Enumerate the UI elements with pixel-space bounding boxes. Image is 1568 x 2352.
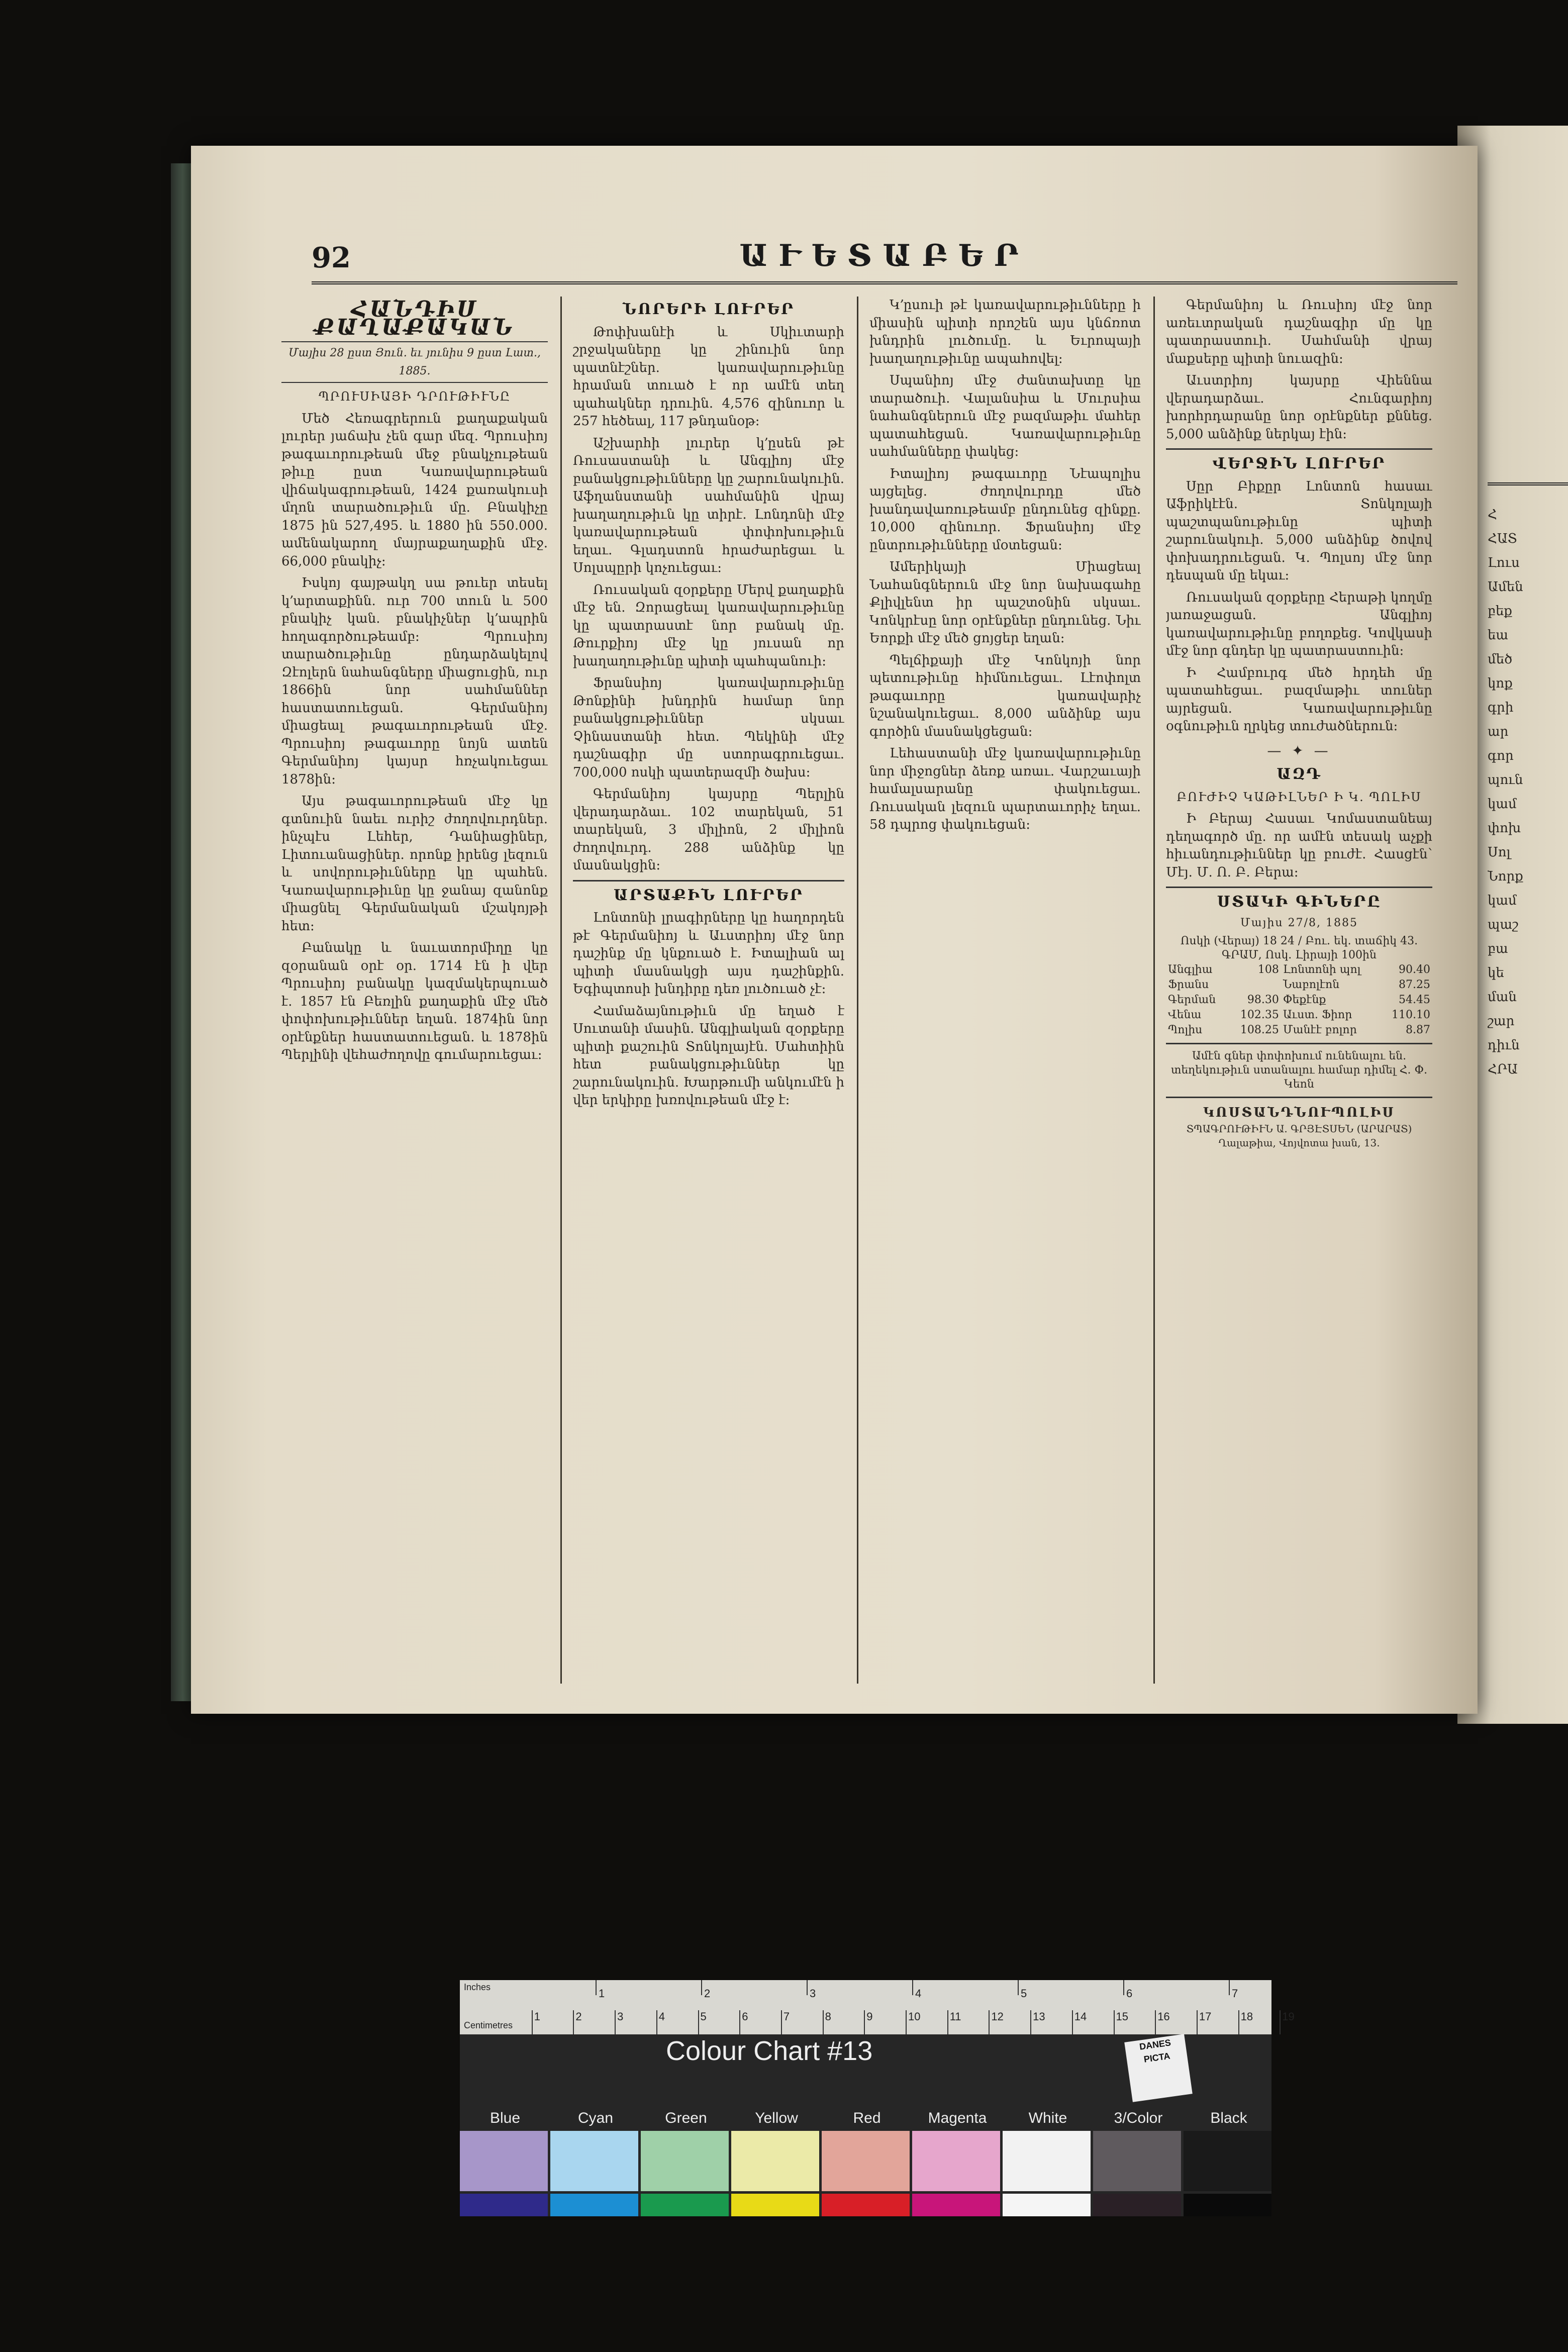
cm-tick-label: 15 [1116, 2010, 1128, 2023]
column-3 [869, 297, 1141, 1684]
section-title-latest-news: ՎԵՐՋԻՆ ԼՈՒՐԵՐ [1212, 455, 1386, 472]
cm-tick [615, 2010, 616, 2034]
imprint-printer: ՏՊԱԳՐՈՒԹԻՒՆ Ա. ԳՐՅԷՏՍԵՆ (ԱՐԱՐԱՏ) [1186, 1123, 1412, 1135]
patch-label: Red [853, 2110, 881, 2126]
facing-page-fragment: փոխ [1488, 821, 1521, 836]
dark-colour-patch [912, 2194, 1000, 2216]
inch-tick-label: 4 [915, 1987, 922, 2000]
price-cell: 108.25 [1240, 1023, 1279, 1036]
price-cell: Վենա [1168, 1008, 1202, 1021]
patch-label: Green [665, 2110, 707, 2126]
section-title-foreign-news: ԱՐՏԱՔԻՆ ԼՈՒՐԵՐ [614, 886, 804, 904]
running-head [312, 238, 1457, 284]
imprint-title: ԿՈՍՏԱՆԴՆՈՒՊՈԼԻՍ [1203, 1105, 1395, 1120]
paragraph: Լոնտոնի լրագիրները կը հաղորդեն թէ Գերմանիոյ և Աւստրիոյ մէջ նոր դաշինք մը կնքուած է. Իտալիան ալ պիտի մասնակցի այս դաշինքին. Եգիպտոսի խնդիրը դեռ լուծուած չէ։ [573, 910, 844, 997]
paragraph: Ֆրանսիոյ կառավարութիւնը Թոնքինի խնդրին համար նոր բանակցութիւններ սկսաւ Չինաստանի հետ. Պեկինի մէջ դաշնագիր մը ստորագրուեցաւ. 700,000 ոսկի պատերազմի ծախս։ [573, 675, 844, 780]
price-cell: 98.30 [1247, 993, 1279, 1006]
cm-tick-label: 2 [575, 2010, 582, 2023]
paragraph: Մեծ Հեռագրերուն քաղաքական լուրեր յաճախ չեն գար մեզ. Պրուսիոյ թագաւորութեան մեջ բնակչութեան թիւը ըստ Կառավարութեան վիճակագրութեան, 1424 քառակուսի մղոն տարածութիւն մը. Բնակիչը 1875 ին 527,495. և 1880 ին 550.000. ամենակարող մայրաքաղաքին մէջ. 66,000 բնակիչ։ [281, 411, 548, 569]
cm-tick [864, 2010, 865, 2034]
cm-tick-label: 1 [534, 2010, 540, 2023]
paragraph: Համաձայնութիւն մը եղած է Սուտանի մասին. Անգլիական զօրքերը պիտի քաշուին Տոնկոլայէն. Մահտիին հետ բանակցութիւններ կը շարունակուին. Խարթումի անկումէն ի վեր երկիրը խռովութեան մէջ է։ [573, 1003, 844, 1108]
section-divider [1166, 1043, 1432, 1044]
facing-page-fragment: կե [1488, 965, 1504, 981]
price-cell: Մանէէ բոլոր [1283, 1023, 1357, 1036]
price-cell: 87.25 [1399, 978, 1430, 991]
inch-tick [1229, 1980, 1230, 1995]
price-cell: Փեքէնք [1283, 993, 1326, 1006]
light-colour-patch [912, 2131, 1000, 2191]
column-4 [1166, 297, 1432, 1684]
facing-page-fragment: մեծ [1488, 652, 1513, 667]
cm-tick [781, 2010, 782, 2034]
inch-tick-label: 7 [1232, 1987, 1238, 2000]
light-colour-patch [550, 2131, 638, 2191]
inch-tick-label: 2 [704, 1987, 711, 2000]
price-cell: 8.87 [1406, 1023, 1430, 1036]
facing-page-rule [1488, 482, 1568, 485]
section-title-political-review: ՀԱՆԴԻՍ ՔԱՂԱՔԱԿԱՆ [315, 297, 515, 340]
paragraph: Պելճիքայի մէջ Կոնկոյի նոր պետութիւնը հիմնուեցաւ. Լէոփոլտ թագաւորը կառավարիչ նշանակուեցաւ. 8,000 անձինք այս գործին մասնակցեցան։ [869, 652, 1141, 739]
advertisement-subtitle: ԲՈՒԺԻՉ ԿԱԹԻԼՆԵՐ Ի Կ. ՊՈԼԻՍ [1177, 790, 1422, 804]
prices-subheading: ԳՐԱՄ, Ոսկ. Լիրայի 100ին [1221, 948, 1377, 961]
facing-page-text [1488, 503, 1568, 1759]
price-cell: Ֆրանս [1168, 978, 1209, 991]
inch-tick [807, 1980, 808, 1995]
price-cell: Նաբոլէոն [1283, 978, 1340, 991]
section-title-news: ՆՈՐԵՐԻ ԼՈՒՐԵՐ [622, 301, 795, 318]
cm-tick [823, 2010, 824, 2034]
cm-tick-label: 19 [1282, 2010, 1295, 2023]
cm-tick-label: 9 [866, 2010, 873, 2023]
cm-tick-label: 13 [1033, 2010, 1045, 2023]
facing-page-fragment: Հ [1488, 507, 1497, 522]
dark-colour-patch [731, 2194, 819, 2216]
cm-tick [989, 2010, 990, 2034]
cm-tick [1114, 2010, 1115, 2034]
light-colour-patch [641, 2131, 729, 2191]
section-title-prices: ՍՏԱԿԻ ԳԻՆԵՐԸ [1217, 893, 1382, 911]
cm-tick [1030, 2010, 1031, 2034]
ruler [460, 1980, 1295, 2034]
cm-tick [1072, 2010, 1073, 2034]
inch-tick-label: 6 [1126, 1987, 1133, 2000]
cm-tick-label: 18 [1240, 2010, 1253, 2023]
cm-tick-label: 7 [783, 2010, 790, 2023]
columns [281, 297, 1457, 1684]
inch-tick-label: 5 [1021, 1987, 1027, 2000]
price-row [1166, 1023, 1432, 1038]
facing-page-fragment: եա [1488, 628, 1508, 643]
cm-tick-label: 3 [617, 2010, 624, 2023]
price-cell: Լոնտոնի պոլ [1283, 963, 1361, 976]
price-cell: 102.35 [1240, 1008, 1279, 1021]
facing-page-fragment: կոք [1488, 676, 1513, 691]
facing-page-fragment: կամ [1488, 797, 1517, 812]
newspaper-page [191, 146, 1478, 1714]
patch-label: 3/Color [1114, 2110, 1163, 2126]
price-table [1166, 962, 1432, 1038]
paragraph: Սպանիոյ մէջ ժանտախտը կը տարածուի. Վալանսիա և Մուրսիա նահանգներուն մէջ բազմաթիւ մահեր պատահեցան. Կառավարութիւնը սահմանները փակեց։ [869, 373, 1141, 459]
page-number: 92 [312, 241, 351, 274]
facing-page-fragment: Նորք [1488, 869, 1523, 884]
dark-colour-patch [641, 2194, 729, 2216]
paragraph: Իսկոյ գայթակղ սա թուեր տեսել կ՚արտաքինն. ուր 700 տուն և 500 բնակիչ կան. բնակիչներ կ՚ապրին հողագործութեամբ։ Պրուսիոյ տարածութիւնը ընդարձակելով Զէոլերն նահանգները միացուցին, ուր 1866ին նոր սահմաններ հաստատուեցան. Գերմանիոյ միացեալ թագաւորութեան մէջ. Պրուսիոյ թագաւորը նոյն ատեն Գերմանիոյ կայսր հռչակուեցաւ 1878ին։ [281, 575, 548, 787]
patch-label: White [1028, 2110, 1067, 2126]
dark-colour-patch [1003, 2194, 1091, 2216]
paragraph: Ռուսական զօրքերը Մերվ քաղաքին մէջ են. Զորացեալ կառավարութիւնը կը պատրաստէ նոր բանակ մը. Թուրքիոյ մէջ կը յուսան որ խաղաղութիւնը պիտի պահպանուի։ [573, 582, 844, 669]
imprint-address: Ղալաթիա, Վոյվոտա խան, 13. [1218, 1137, 1380, 1149]
cm-tick-label: 14 [1074, 2010, 1087, 2023]
paragraph: Աւստրիոյ կայսրը Վիեննա վերադարձաւ. Հունգարիոյ խորհրդարանը նոր օրէնքներ քննեց. 5,000 անձինք ներկայ էին։ [1166, 373, 1432, 442]
column-rule [857, 297, 858, 1684]
cm-tick-label: 17 [1199, 2010, 1212, 2023]
light-colour-patch [1184, 2131, 1271, 2191]
patch-label: Yellow [755, 2110, 798, 2126]
price-cell: Պոլիս [1168, 1023, 1203, 1036]
colour-chart [460, 1980, 1295, 2216]
cm-tick-label: 5 [700, 2010, 707, 2023]
masthead: ԱՒԵՏԱԲԵՐ [739, 238, 1030, 273]
price-cell: Գերման [1168, 993, 1216, 1006]
price-cell: Աւստ. Ֆիոր [1283, 1008, 1352, 1021]
price-row [1166, 977, 1432, 993]
paragraph: Իտալիոյ թագաւորը Նէապոլիս այցելեց. ժողովուրդը մեծ խանդավառութեամբ ընդունեց զինքը. 10,000 զինուոր. Ֆրանսիոյ մէջ ընտրութիւնները մօտեցան։ [869, 466, 1141, 553]
price-cell: 54.45 [1399, 993, 1430, 1006]
cm-tick-label: 8 [825, 2010, 831, 2023]
dateline: Մայիս 28 ըստ Յուն. եւ յունիս 9 ըստ Լատ., 1885. [281, 341, 548, 383]
column-1 [281, 297, 548, 1684]
inch-tick [701, 1980, 702, 1995]
price-row [1166, 993, 1432, 1008]
facing-page-fragment: ման [1488, 990, 1517, 1005]
patch-label: Cyan [577, 2110, 614, 2126]
ornament-divider: — ✦ — [1267, 742, 1331, 759]
facing-page-fragment: պաշ [1488, 917, 1519, 932]
dark-colour-patch [1093, 2194, 1181, 2216]
advertisement-text: Ի Բերայ Հասաւ Կոմաստանեայ դեղագործ մը. որ ամէն տեսակ աչքի հիւանդութիւններ կը բուժէ. Հասցէն՝ Մէյ. Մ. Ո. Բ. Բերա։ [1166, 811, 1432, 880]
price-cell: 108 [1257, 963, 1279, 976]
facing-page-fragment: գոր [1488, 748, 1514, 763]
light-colour-patch [731, 2131, 819, 2191]
facing-page-fragment: պուն [1488, 772, 1523, 788]
article-heading-prussia: ՊՐՈՒՍԻԱՅԻ ԴՐՈՒԹԻՒՆԸ [318, 389, 511, 404]
column-2 [573, 297, 844, 1684]
inch-tick-label: 1 [599, 1987, 605, 2000]
paragraph: Թոփխանէի և Սկիւտարի շրջակաները կը շինուին նոր պատնէշներ. կառավարութիւնը հրաման տուած է որ ամէն տեղ պահակներ դրուին. 4,576 զինուոր և 257 հեծեալ, 117 թնդանօթ։ [573, 324, 844, 429]
facing-page-fragment: բեք [1488, 604, 1512, 619]
patch-label: Magenta [928, 2110, 987, 2126]
patch-label: Black [1210, 2110, 1247, 2126]
cm-tick [1197, 2010, 1198, 2034]
inch-tick [1018, 1980, 1019, 1995]
section-divider [573, 880, 844, 881]
facing-page-fragment: շար [1488, 1014, 1515, 1029]
section-divider [1166, 448, 1432, 450]
facing-page-fragment: ար [1488, 724, 1509, 739]
cm-tick [739, 2010, 740, 2034]
paragraph: Այս թագաւորութեան մէջ կը գտնուին նաեւ ուրիշ ժողովուրդներ. ինչպէս Լեհեր, Դանիացիներ, Լիտուանացիներ. որոնք իրենց լեզուն և սովորութիւնները կը պահեն. Կառավարութիւնը կը ջանայ զանոնք միացնել Գերմանական մշակոյթի հետ։ [281, 794, 548, 934]
column-rule [560, 297, 562, 1684]
paragraph: Ի Համբուրգ մեծ հրդեհ մը պատահեցաւ. բազմաթիւ տուներ այրեցան. Կառավարութիւնը օգնութիւն ղրկեց տուժածներուն։ [1166, 665, 1432, 734]
cm-tick-label: 6 [742, 2010, 748, 2023]
paragraph: Բանակը և նաւատորմիղը կը զօրանան օրէ օր. 1714 էն ի վեր Պրուսիոյ բանակը կազմակերպուած է. 1857 էն Բեռլին քաղաքին մէջ մեծ փոփոխութիւններ եղան. 1874ին նոր օրէնքներ հաստատուեցան. և 1878ին Պերլինի վեհաժողովը գումարուեցաւ։ [281, 940, 548, 1062]
price-cell [1229, 977, 1281, 993]
dark-colour-patch [460, 2194, 548, 2216]
prices-footer-note: Ամէն գներ փոփոխում ունենալու են. տեղեկութիւն ստանալու համար դիմել Հ. Փ. Կեոն [1170, 1049, 1428, 1091]
cm-tick-label: 11 [949, 2010, 961, 2023]
section-divider [1166, 887, 1432, 888]
facing-page-fragment: կամ [1488, 893, 1517, 908]
brand-logo: DANES PICTA [1124, 2034, 1193, 2102]
paragraph: Գերմանիոյ և Ռուսիոյ մէջ նոր առեւտրական դաշնագիր մը կը պատրաստուի. Սահմանի վրայ մաքսերը պիտի նուազին։ [1166, 298, 1432, 366]
inch-tick-label: 3 [810, 1987, 816, 2000]
paragraph: Լեհաստանի մէջ կառավարութիւնը նոր միջոցներ ձեռք առաւ. Վարշաւայի համալսարանը փակուեցաւ. Ռուսական լեզուն պարտաւորիչ եղաւ. 58 դպրոց փակուեցան։ [869, 746, 1141, 832]
patch-label: Blue [489, 2110, 521, 2126]
prices-date: Մայիս 27/8, 1885 [1240, 916, 1358, 929]
light-colour-patch [822, 2131, 910, 2191]
price-cell: Անգլիա [1168, 963, 1213, 976]
cm-tick [1280, 2010, 1281, 2034]
section-divider [1166, 1097, 1432, 1098]
facing-page-fragment: դիւն [1488, 1038, 1520, 1053]
dark-colour-patch [822, 2194, 910, 2216]
section-title-advertisement: ԱԶԴ [1277, 765, 1322, 783]
dark-colour-patch [1184, 2194, 1271, 2216]
light-colour-patch [1093, 2131, 1181, 2191]
cm-tick [906, 2010, 907, 2034]
cm-tick [532, 2010, 533, 2034]
inch-tick [596, 1980, 597, 1995]
ruler-inches-label: Inches [464, 1982, 491, 1992]
cm-tick [1155, 2010, 1156, 2034]
facing-page-fragment: բա [1488, 941, 1508, 956]
inch-tick [1123, 1980, 1124, 1995]
light-colour-patch [460, 2131, 548, 2191]
cm-tick-label: 4 [658, 2010, 665, 2023]
cm-tick [698, 2010, 699, 2034]
cm-tick [656, 2010, 657, 2034]
paragraph: Աշխարհի լուրեր կ՚ըսեն թէ Ռուսաստանի և Անգլիոյ մէջ բանակցութիւնները կը շարունակուին. Աֆղանստանի սահմանին վրայ խաղաղութիւն կը տիրէ. Լոնդոնի մէջ կառավարութեան փոփոխութիւն եղաւ. Գլադստոն հրաժարեցաւ և Սոլսպըրի կոչուեցաւ։ [573, 435, 844, 575]
price-row [1166, 962, 1432, 977]
prices-note: Ոսկի (Վերայ) 18 24 / Բու. եկ. տաճիկ 43. [1180, 934, 1418, 947]
facing-page-fragment: գրի [1488, 700, 1514, 715]
facing-page-fragment: ՀՐԱ [1488, 1062, 1518, 1077]
cm-tick [1238, 2010, 1239, 2034]
cm-tick-label: 12 [991, 2010, 1004, 2023]
paragraph: Ամերիկայի Միացեալ Նահանգներուն մէջ նոր նախագահը Քլիվլենտ իր պաշտօնին սկսաւ. Կոնկրէսը նոր օրէնքներ ընդունեց. Նիւ Եորքի մէջ մեծ ցոյցեր եղան։ [869, 559, 1141, 646]
column-rule [1153, 297, 1155, 1684]
price-cell: 110.10 [1392, 1008, 1430, 1021]
ruler-centimetres-label: Centimetres [464, 2020, 513, 2030]
facing-page-fragment: Ամեն [1488, 579, 1523, 595]
cm-tick-label: 10 [908, 2010, 921, 2023]
price-row [1166, 1008, 1432, 1023]
light-colour-patch [1003, 2131, 1091, 2191]
colour-chart-title: Colour Chart #13 [666, 2036, 873, 2066]
facing-page-fragment: Լուս [1488, 555, 1520, 570]
dark-colour-patch [550, 2194, 638, 2216]
paragraph: Կ՚ըսուի թէ կառավարութիւնները ի միասին պիտի որոշեն այս կնճռոտ խնդրին լուծումը. և Եւրոպայի խաղաղութիւնը ապահովել։ [869, 298, 1141, 366]
paragraph: Ռուսական զօրքերը Հերաթի կողմը յառաջացան. Անգլիոյ կառավարութիւնը բողոքեց. Կովկասի մէջ նոր գնդեր կը պատրաստուին։ [1166, 590, 1432, 658]
paragraph: Գերմանիոյ կայսրը Պերլին վերադարձաւ. 102 տարեկան, 51 տարեկան, 3 միլիոն, 2 միլիոն ժողովուրդ. 288 անձինք կը մասնակցին։ [573, 787, 844, 873]
cm-tick [947, 2010, 948, 2034]
facing-page-fragment: ՀԱՏ [1488, 531, 1517, 546]
price-cell: 90.40 [1399, 963, 1430, 976]
inch-tick [912, 1980, 913, 1995]
cm-tick [573, 2010, 574, 2034]
cm-tick-label: 16 [1157, 2010, 1170, 2023]
facing-page-fragment: Սոլ [1488, 845, 1511, 860]
paragraph: Սըր Բիքըր Լոնտոն հասաւ Աֆրիկէէն. Տոնկոլայի պաշտպանութիւնը պիտի շարունակուի. 5,000 անձինք ծովով փոխադրուեցան. Կ. Պոլսոյ մէջ նոր դեսպան մը եկաւ։ [1166, 478, 1432, 583]
